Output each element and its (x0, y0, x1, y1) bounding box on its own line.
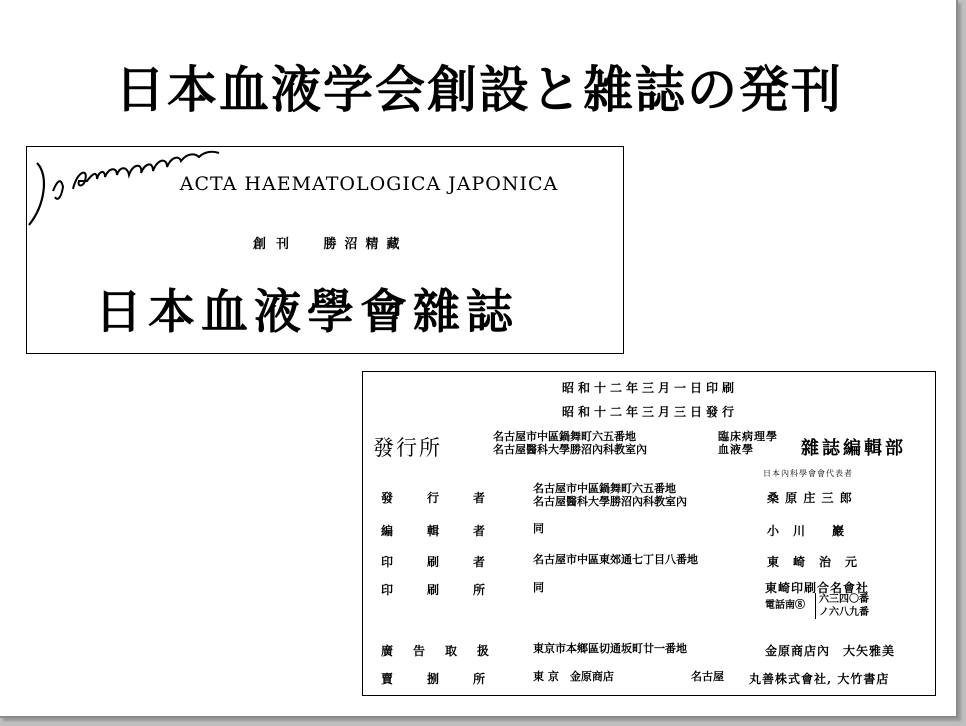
row-label-advertising: 廣 告 取 扱 (381, 644, 490, 658)
latin-journal-title: ACTA HAEMATOLOGICA JAPONICA (179, 173, 559, 195)
row-label-publisher: 發 行 者 (381, 491, 486, 505)
founder-name: 勝沼精藏 (323, 237, 408, 252)
small-note: 日本內科學會會代表者 (763, 469, 853, 478)
japanese-journal-title: 日本血液學會雜誌 (95, 285, 519, 340)
row-label-printer: 印 刷 者 (381, 555, 486, 569)
row-name-print-shop: 東崎印刷合名會社 (765, 581, 870, 595)
row-label-print-shop: 印 刷 所 (381, 583, 486, 597)
journal-cover-image (26, 146, 624, 354)
row-name-editor: 小 川 巖 (767, 524, 846, 538)
row-name-printer: 東 崎 治 元 (767, 555, 859, 569)
publisher-label: 發行所 (373, 436, 442, 460)
founder-line (253, 233, 408, 252)
colophon-image (362, 371, 936, 696)
row-name-advertising: 金原商店內 大矢雅美 (765, 644, 896, 658)
publisher-organization: 臨床病理學 血液學 (718, 430, 778, 456)
row-address-advertising: 東京市本鄉區切通坂町廿一番地 (533, 642, 687, 655)
row-address-publisher: 名古屋市中區鍋舞町六五番地 名古屋醫科大學勝沼內科教室內 (533, 482, 687, 508)
row-label-editor: 編 輯 者 (381, 524, 486, 538)
founder-label: 創刊 (253, 237, 300, 252)
print-date: 昭和十二年三月一日印刷 (561, 381, 738, 395)
row-address-print-shop: 同 (533, 581, 544, 594)
slide-title: 日本血液学会創設と雑誌の発刊 (115, 61, 843, 119)
row-address-editor: 同 (533, 522, 544, 535)
publisher-address: 名古屋市中區鍋舞町六五番地 名古屋醫科大學勝沼內科教室內 (493, 430, 647, 456)
row-name-distributor: 丸善株式會社, 大竹書店 (749, 672, 890, 686)
row-address-distributor: 東 京 金原商店 (533, 670, 614, 683)
phone-label: 電話南⑧ (765, 600, 805, 611)
row-address-printer: 名古屋市中區東郊通七丁目八番地 (533, 553, 698, 566)
row-name-publisher: 桑 原 庄 三 郎 (767, 491, 853, 505)
phone-numbers: 六三四〇番 ノ六八九番 (815, 593, 869, 619)
issue-date: 昭和十二年三月三日發行 (561, 405, 738, 419)
publisher-name: 雜誌編輯部 (801, 438, 906, 459)
row-label-distributor: 賣 捌 所 (381, 672, 486, 686)
row-city-distributor: 名古屋 (691, 670, 724, 683)
